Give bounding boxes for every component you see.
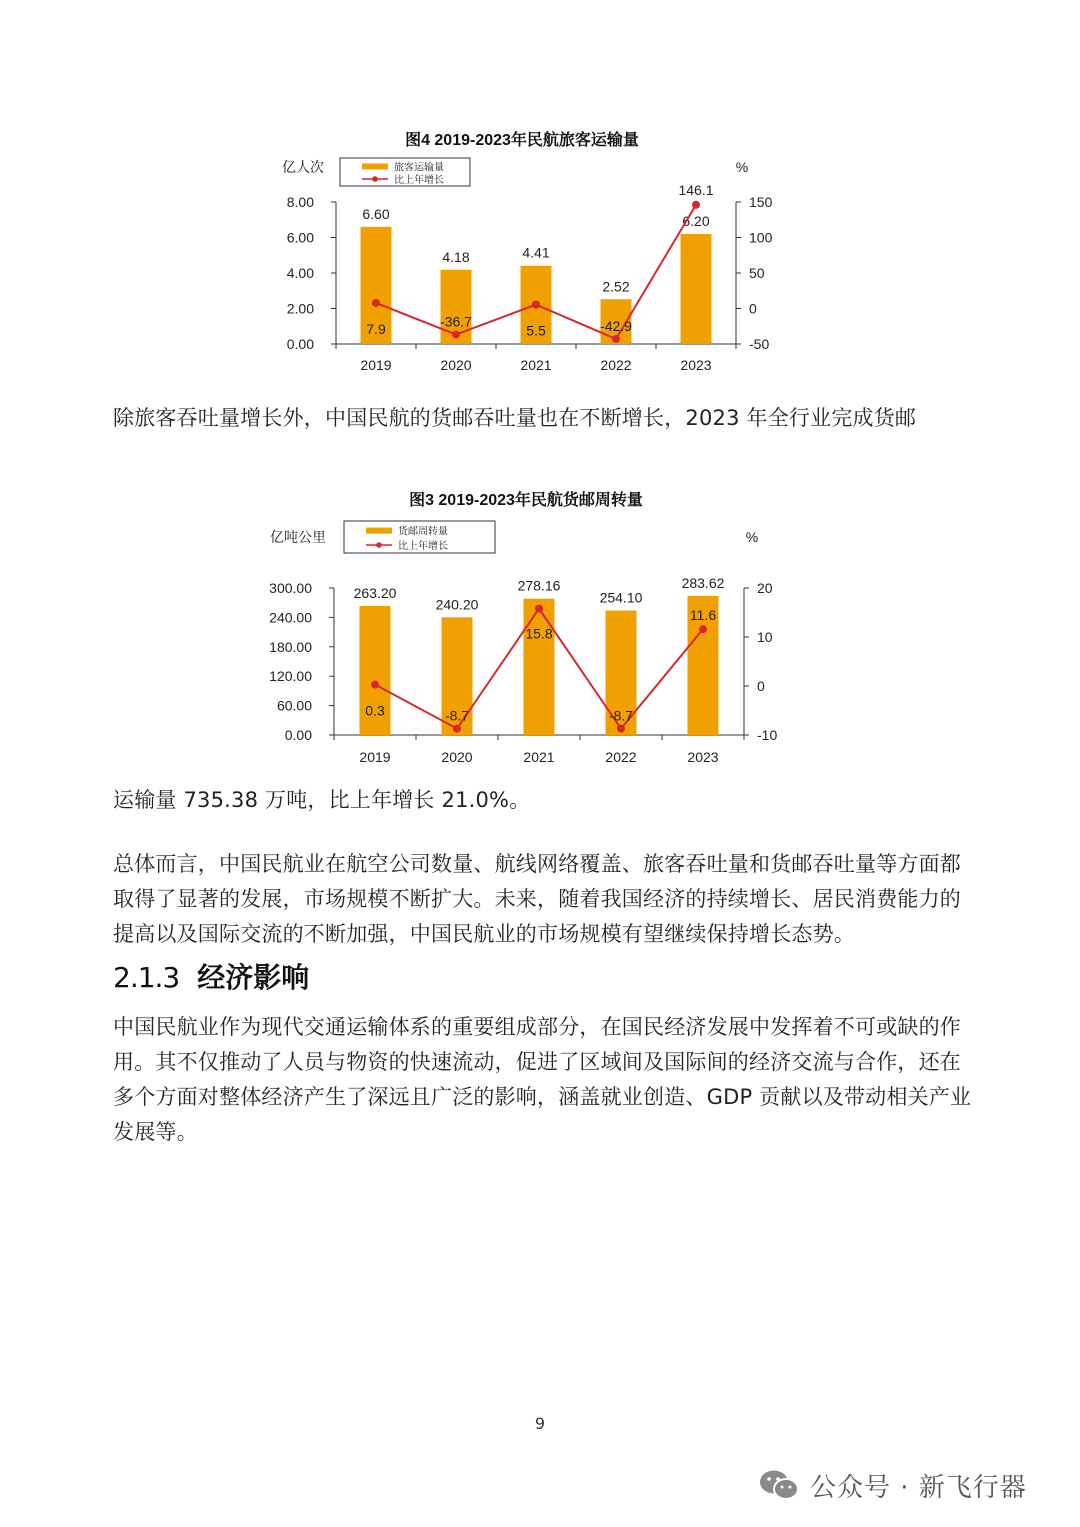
bar-value-label: 2.52 [602,278,630,295]
chart-title: 图3 2019-2023年民航货邮周转量 [409,492,643,509]
paragraph-cargo-intro: 除旅客吞吐量增长外，中国民航的货邮吞吐量也在不断增长，2023 年全行业完成货邮 [113,406,917,430]
bar [524,599,555,735]
growth-value-label: -36.7 [440,313,472,330]
y-left-unit: 亿人次 [282,159,324,175]
y-right-tick-label: 20 [757,580,773,596]
growth-value-label: -42.9 [600,317,632,334]
x-tick-label: 2023 [687,749,719,765]
bar-value-label: 254.10 [599,589,643,606]
growth-value-label: 15.8 [525,625,553,642]
y-right-tick-label: 100 [749,229,773,246]
growth-point [535,605,543,613]
x-tick-label: 2020 [441,749,473,765]
growth-point [692,201,700,209]
y-right-tick-label: 0 [749,300,757,317]
growth-value-label: -8.7 [608,707,634,724]
x-tick-label: 2020 [440,357,472,373]
y-right-tick-label: 150 [749,194,773,210]
growth-value-label: 0.3 [365,702,385,719]
y-left-tick-label: 120.00 [269,668,312,685]
watermark-text: 公众号 · 新飞行器 [810,1472,1027,1503]
chart-title: 图4 2019-2023年民航旅客运输量 [405,132,639,149]
bar-value-label: 6.60 [362,205,390,222]
y-left-tick-label: 6.00 [286,229,314,246]
bar [681,234,712,344]
x-tick-label: 2019 [359,749,391,765]
growth-value-label: 5.5 [526,322,546,339]
bar-value-label: 283.62 [681,575,725,592]
cargo-turnover-chart [0,478,1080,778]
legend-bar-label: 旅客运输量 [394,162,444,174]
y-left-tick-label: 4.00 [286,265,314,281]
bar-value-label: 278.16 [517,577,561,594]
y-right-tick-label: 50 [749,265,765,281]
growth-point [371,681,379,689]
legend-line-marker [376,542,382,548]
y-left-tick-label: 180.00 [269,638,312,655]
bar-value-label: 4.41 [522,244,550,261]
y-left-tick-label: 2.00 [286,300,314,317]
y-left-tick-label: 300.00 [269,580,312,596]
x-tick-label: 2021 [523,749,555,765]
y-right-unit: % [735,159,749,175]
x-tick-label: 2022 [600,357,632,373]
passenger-volume-chart [0,120,1080,390]
y-right-tick-label: 10 [757,629,773,645]
page-number: 9 [534,1414,546,1433]
bar-value-label: 263.20 [353,585,397,602]
bar-value-label: 240.20 [435,596,479,613]
growth-point [372,299,380,307]
legend-bar-swatch [366,528,392,534]
growth-point [617,725,625,733]
y-right-tick-label: -10 [757,727,778,743]
x-tick-label: 2019 [360,357,392,373]
legend-bar-label: 货邮周转量 [398,526,448,538]
watermark [758,1466,1027,1504]
y-left-tick-label: 8.00 [286,194,314,210]
y-left-tick-label: 240.00 [269,609,312,626]
growth-point [532,301,540,309]
x-tick-label: 2021 [520,357,552,373]
section-title: 经济影响 [197,961,310,994]
growth-point [612,335,620,343]
y-left-unit: 亿吨公里 [270,529,326,545]
paragraph-economic-impact: 中国民航业作为现代交通运输体系的重要组成部分，在国民经济发展中发挥着不可或缺的作用。其不仅推动了人员与物资的快速流动，促进了区域间及国际间的经济交流与合作，还在多个方面对整体经济产生了深远且广泛的影响，涵盖就业创造、GDP 贡献以及带动相关产业发展等。 [113,1015,972,1144]
growth-point [453,725,461,733]
paragraph-cargo-volume: 运输量 735.38 万吨，比上年增长 21.0%。 [113,788,531,812]
wechat-icon [758,1468,800,1502]
y-right-tick-label: -50 [749,336,770,352]
growth-point [452,331,460,339]
growth-value-label: -8.7 [444,707,470,724]
x-tick-label: 2022 [605,749,637,765]
bar-value-label: 4.18 [442,248,470,265]
paragraph-summary: 总体而言，中国民航业在航空公司数量、航线网络覆盖、旅客吞吐量和货邮吞吐量等方面都取得了显著的发展，市场规模不断扩大。未来，随着我国经济的持续增长、居民消费能力的提高以及国际交流的不断加强，中国民航业的市场规模有望继续保持增长态势。 [113,852,961,946]
growth-value-label: 146.1 [678,181,714,198]
growth-value-label: 7.9 [366,320,386,337]
y-right-unit: % [745,529,759,545]
section-number: 2.1.3 [113,961,180,994]
growth-point [699,625,707,633]
y-right-tick-label: 0 [757,678,765,694]
legend-line-label: 比上年增长 [394,175,444,186]
x-tick-label: 2023 [680,357,712,373]
legend-line-label: 比上年增长 [398,541,448,552]
y-left-tick-label: 0.00 [284,727,312,743]
y-left-tick-label: 60.00 [276,697,312,714]
legend-bar-swatch [362,163,388,169]
legend-line-marker [372,176,378,182]
y-left-tick-label: 0.00 [286,336,314,352]
section-heading [113,958,309,998]
growth-value-label: 11.6 [689,607,717,624]
bar-value-label: 6.20 [682,212,710,229]
